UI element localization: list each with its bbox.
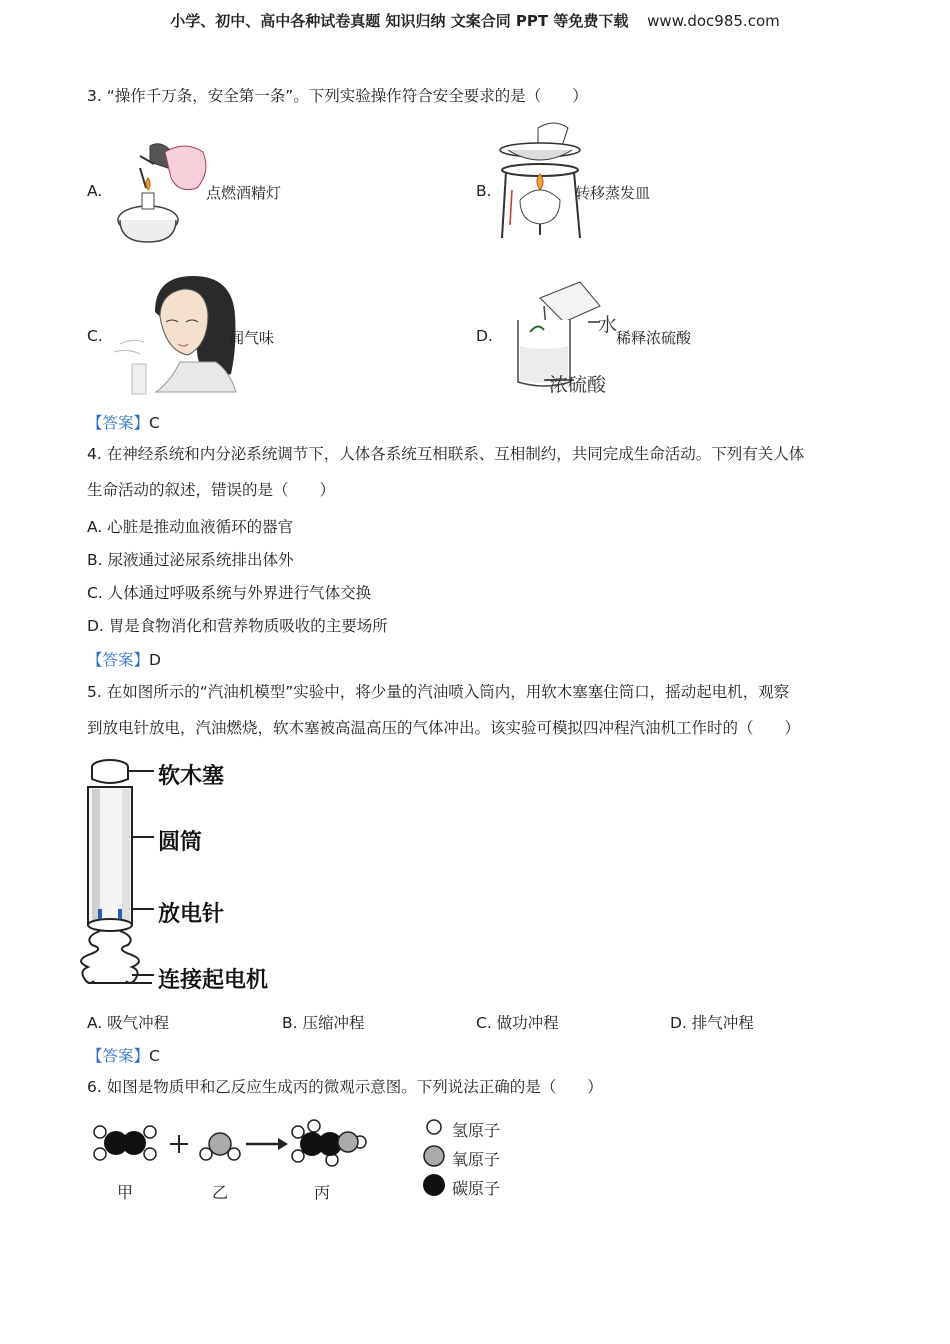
q4-answer [87, 648, 161, 670]
q5-option-d: D. 排气冲程 [670, 1014, 754, 1032]
carbon-atom-icon [423, 1174, 445, 1196]
hydrogen-atom-icon [427, 1120, 441, 1134]
diagram-label-discharge-needle: 放电针 [158, 902, 225, 927]
q4-stem-line2: 生命活动的叙述，错误的是（ ） [87, 481, 336, 499]
page-header [0, 10, 950, 31]
q5-option-a: A. 吸气冲程 [87, 1014, 170, 1032]
legend-carbon: 碳原子 [452, 1179, 501, 1198]
q3-option-c-caption: 闻气味 [229, 329, 275, 347]
q4-stem-line1: 4. 在神经系统和内分泌系统调节下，人体各系统互相联系、互相制约，共同完成生命活动。下列有关人体 [87, 445, 805, 463]
answer-value: D [149, 651, 161, 669]
molecule-label-yi: 乙 [212, 1183, 229, 1202]
q3-option-a-caption: 点燃酒精灯 [206, 184, 282, 202]
q4-option-c: C. 人体通过呼吸系统与外界进行气体交换 [87, 584, 372, 602]
answer-tag: 【答案】 [87, 414, 150, 432]
q4-option-a: A. 心脏是推动血液循环的器官 [87, 518, 294, 536]
smelling-gas-image [110, 272, 235, 397]
answer-value: C [149, 1047, 160, 1065]
q4-option-b: B. 尿液通过泌尿系统排出体外 [87, 551, 294, 569]
answer-tag: 【答案】 [87, 1047, 150, 1065]
gasoline-engine-model-diagram [82, 757, 172, 997]
q5-answer [87, 1044, 160, 1066]
q5-stem-line1: 5. 在如图所示的“汽油机模型”实验中，将少量的汽油喷入筒内，用软木塞塞住筒口，摇动起电机，观察 [87, 683, 790, 701]
answer-tag: 【答案】 [87, 651, 150, 669]
answer-value: C [149, 414, 160, 432]
q3-option-b-caption: 转移蒸发皿 [575, 184, 651, 202]
q5-option-c: C. 做功冲程 [476, 1014, 559, 1032]
header-site: www.doc985.com [647, 12, 780, 30]
reaction-micro-diagram [92, 1120, 382, 1180]
alcohol-lamp-image [110, 138, 210, 248]
q3-option-d-letter: D. [476, 327, 493, 345]
header-title: 小学、初中、高中各种试卷真题 知识归纳 文案合同 PPT 等免费下载 [170, 12, 629, 30]
q3-option-a-letter: A. [87, 182, 103, 200]
q5-stem-line2: 到放电针放电，汽油燃烧，软木塞被高温高压的气体冲出。该实验可模拟四冲程汽油机工作时的（ ） [87, 719, 801, 737]
q3-answer [87, 411, 160, 433]
q3-option-d-acid-label: 浓硫酸 [549, 374, 607, 396]
legend-hydrogen: 氢原子 [452, 1121, 501, 1140]
molecule-label-bing: 丙 [314, 1183, 331, 1202]
molecule-label-jia: 甲 [117, 1183, 134, 1202]
q5-option-b: B. 压缩冲程 [282, 1014, 365, 1032]
legend-oxygen: 氧原子 [452, 1150, 501, 1169]
atom-legend-icons [422, 1117, 446, 1197]
q3-option-b-letter: B. [476, 182, 492, 200]
q3-option-d-caption: 稀释浓硫酸 [616, 329, 692, 347]
diagram-label-generator: 连接起电机 [158, 968, 269, 993]
q4-option-d: D. 胃是食物消化和营养物质吸收的主要场所 [87, 617, 388, 635]
oxygen-atom-icon [424, 1146, 444, 1166]
diagram-label-cork: 软木塞 [158, 764, 225, 789]
q3-option-c-letter: C. [87, 327, 103, 345]
q3-option-d-water-label: 水 [598, 314, 618, 336]
diagram-label-cylinder: 圆筒 [158, 830, 203, 855]
q6-stem: 6. 如图是物质甲和乙反应生成丙的微观示意图。下列说法正确的是（ ） [87, 1078, 603, 1096]
q3-stem: 3. “操作千万条，安全第一条”。下列实验操作符合安全要求的是（ ） [87, 87, 588, 105]
